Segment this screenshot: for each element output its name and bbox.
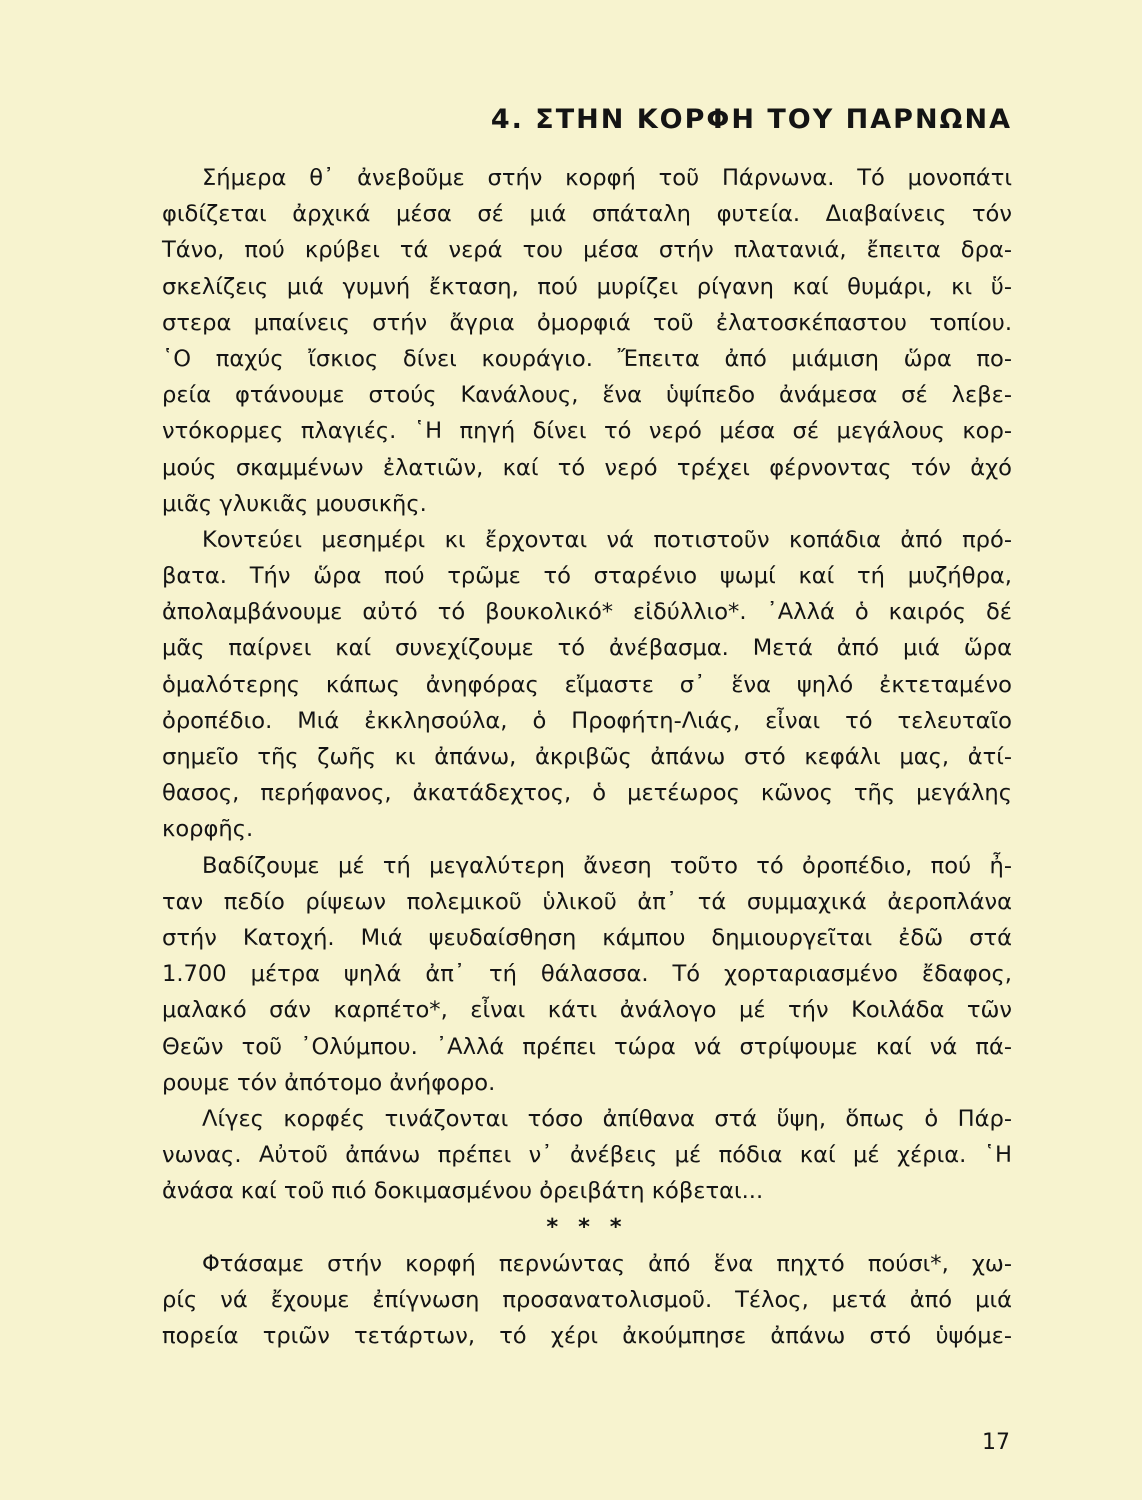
body-text (162, 160, 1012, 1354)
text-line: ντόκορμες πλαγιές. ῾Η πηγή δίνει τό νερό μέσα σέ μεγάλους κορ- (162, 418, 1012, 445)
text-line: μᾶς παίρνει καί συνεχίζουμε τό ἀνέβασμα. Μετά ἀπό μιά ὥρα (162, 635, 1012, 662)
text-line: σημεῖο τῆς ζωῆς κι ἀπάνω, ἀκριβῶς ἀπάνω στό κεφάλι μας, ἀτί- (162, 744, 1012, 770)
text-line: στερα μπαίνεις στήν ἄγρια ὀμορφιά τοῦ ἐλατοσκέπαστου τοπίου. (162, 309, 1012, 336)
page-number: 17 (982, 1430, 1010, 1455)
section-separator: * * * (546, 1214, 628, 1241)
text-line: στήν Κατοχή. Μιά ψευδαίσθηση κάμπου δημιουργεῖται ἐδῶ στά (162, 924, 1012, 951)
text-line: ρίς νά ἔχουμε ἐπίγνωση προσανατολισμοῦ. Τέλος, μετά ἀπό μιά (162, 1286, 1012, 1313)
text-line: ἀνάσα καί τοῦ πιό δοκιμασμένου ὀρειβάτη κόβεται... (162, 1178, 764, 1205)
text-line: φιδίζεται ἀρχικά μέσα σέ μιά σπάταλη φυτεία. Διαβαίνεις τόν (162, 201, 1012, 228)
text-line: ρουμε τόν ἀπότομο ἀνήφορο. (162, 1069, 496, 1096)
text-line: νωνας. Αὐτοῦ ἀπάνω πρέπει ν᾿ ἀνέβεις μέ πόδια καί μέ χέρια. ῾Η (162, 1142, 1012, 1169)
text-line: ρεία φτάνουμε στούς Κανάλους, ἕνα ὑψίπεδο ἀνάμεσα σέ λεβε- (162, 382, 1012, 409)
text-line: μιᾶς γλυκιᾶς μουσικῆς. (162, 490, 427, 517)
text-line: κορφῆς. (162, 816, 254, 843)
text-line: μαλακό σάν καρπέτο*, εἶναι κάτι ἀνάλογο μέ τήν Κοιλάδα τῶν (162, 997, 1012, 1024)
text-line: βατα. Τήν ὥρα πού τρῶμε τό σταρένιο ψωμί καί τή μυζήθρα, (162, 563, 1012, 590)
text-line: Κοντεύει μεσημέρι κι ἔρχονται νά ποτιστοῦν κοπάδια ἀπό πρό- (202, 526, 1012, 553)
text-line: ὁμαλότερης κάπως ἀνηφόρας εἴμαστε σ᾿ ἕνα ψηλό ἐκτεταμένο (162, 671, 1012, 698)
text-line: 1.700 μέτρα ψηλά ἀπ᾿ τή θάλασσα. Τό χορταριασμένο ἔδαφος, (162, 961, 1012, 988)
text-line: Φτάσαμε στήν κορφή περνώντας ἀπό ἕνα πηχτό πούσι*, χω- (202, 1250, 1012, 1277)
text-line: μούς σκαμμένων ἐλατιῶν, καί τό νερό τρέχει φέρνοντας τόν ἀχό (162, 454, 1012, 481)
text-line: ὀροπέδιο. Μιά ἐκκλησούλα, ὁ Προφήτη-Λιάς, εἶναι τό τελευταῖο (162, 707, 1012, 734)
text-line: πορεία τριῶν τετάρτων, τό χέρι ἀκούμπησε ἀπάνω στό ὑψόμε- (162, 1323, 1012, 1349)
text-line: Θεῶν τοῦ ᾿Ολύμπου. ᾿Αλλά πρέπει τώρα νά στρίψουμε καί νά πά- (162, 1033, 1012, 1060)
text-line: Σήμερα θ᾿ ἀνεβοῦμε στήν κορφή τοῦ Πάρνωνα. Τό μονοπάτι (202, 165, 1012, 191)
text-line: ταν πεδίο ρίψεων πολεμικοῦ ὑλικοῦ ἀπ᾿ τά συμμαχικά ἀεροπλάνα (162, 888, 1012, 915)
text-line: ῾Ο παχύς ἴσκιος δίνει κουράγιο. Ἔπειτα ἀπό μιάμιση ὥρα πο- (162, 345, 1012, 372)
text-line: σκελίζεις μιά γυμνή ἔκταση, πού μυρίζει ρίγανη καί θυμάρι, κι ὕ- (162, 273, 1012, 300)
text-line: Λίγες κορφές τινάζονται τόσο ἀπίθανα στά ὕψη, ὅπως ὁ Πάρ- (202, 1105, 1012, 1132)
text-line: Βαδίζουμε μέ τή μεγαλύτερη ἄνεση τοῦτο τό ὀροπέδιο, πού ἦ- (202, 852, 1012, 879)
text-line: Τάνο, πού κρύβει τά νερά του μέσα στήν πλατανιά, ἔπειτα δρα- (162, 237, 1012, 264)
chapter-title: 4. ΣΤΗΝ ΚΟΡΦΗ ΤΟΥ ΠΑΡΝΩΝΑ (490, 104, 1012, 135)
text-line: θασος, περήφανος, ἀκατάδεχτος, ὁ μετέωρος κῶνος τῆς μεγάλης (162, 780, 1012, 807)
text-line: ἀπολαμβάνουμε αὐτό τό βουκολικό* εἰδύλλιο*. ᾿Αλλά ὁ καιρός δέ (162, 599, 1012, 626)
